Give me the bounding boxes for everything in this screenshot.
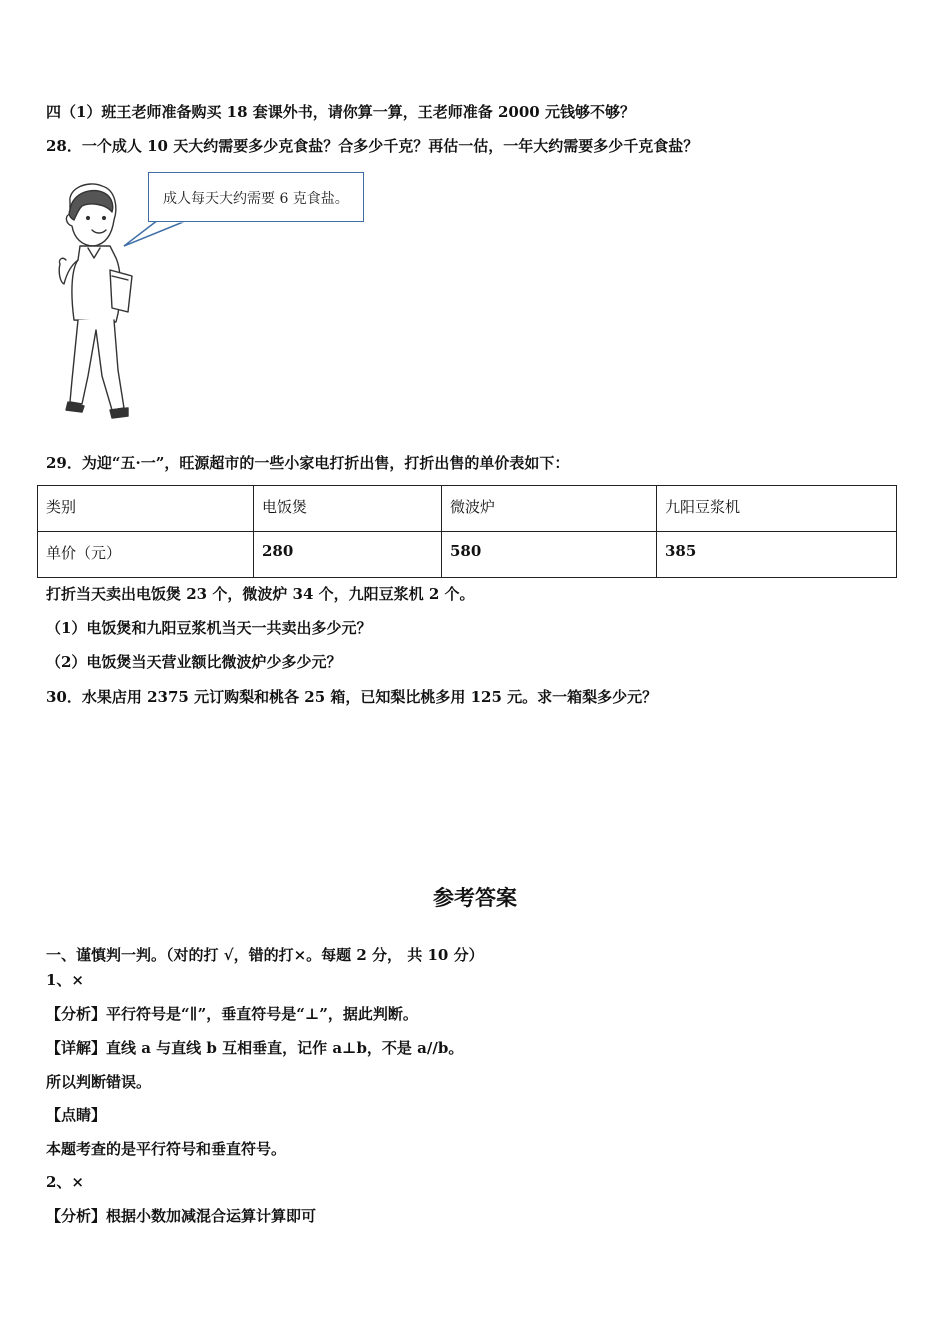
table-cell: 单价（元） [38,532,254,578]
answer-1-label: 1、× [46,971,85,989]
question-29-sub1: （1）电饭煲和九阳豆浆机当天一共卖出多少元？ [46,619,372,637]
answer-2-analysis: 【分析】根据小数加减混合运算计算即可 [46,1207,317,1225]
table-cell: 385 [657,532,897,578]
teacher-illustration [48,180,158,425]
bubble-tail [118,218,198,250]
question-29-sub2: （2）电饭煲当天营业额比微波炉少多少元？ [46,653,342,671]
table-cell: 电饭煲 [254,486,442,532]
answer-section-1: 一、谨慎判一判。（对的打 √，错的打×。每题 2 分， 共 10 分） [46,946,484,964]
question-29-text: 打折当天卖出电饭煲 23 个，微波炉 34 个，九阳豆浆机 2 个。 [46,585,475,603]
question-28: 28．一个成人 10 天大约需要多少克食盐？合多少千克？再估一估，一年大约需要多少千克食盐？ [46,137,699,155]
table-cell: 类别 [38,486,254,532]
answer-1-detail: 【详解】直线 a 与直线 b 互相垂直，记作 a⊥b，不是 a//b。 [46,1039,464,1057]
question-27-tail: 四（1）班王老师准备购买 18 套课外书，请你算一算，王老师准备 2000 元钱够不够？ [46,103,635,121]
table-cell: 580 [442,532,657,578]
answer-1-comment: 本题考查的是平行符号和垂直符号。 [46,1140,287,1158]
table-row [38,486,897,532]
answer-1-analysis: 【分析】平行符号是“∥”，垂直符号是“⊥”，据此判断。 [46,1005,418,1023]
table-row [38,532,897,578]
answer-2-label: 2、× [46,1173,85,1191]
table-cell: 280 [254,532,442,578]
price-table [37,485,897,578]
answer-1-comment-label: 【点睛】 [46,1106,107,1124]
answer-1-conclusion: 所以判断错误。 [46,1073,152,1091]
answers-title: 参考答案 [433,886,517,910]
question-30: 30．水果店用 2375 元订购梨和桃各 25 箱，已知梨比桃多用 125 元。求一箱梨多少元？ [46,688,658,706]
table-cell: 微波炉 [442,486,657,532]
speech-bubble: 成人每天大约需要 6 克食盐。 [148,172,364,222]
question-29: 29．为迎“五·一”，旺源超市的一些小家电打折出售，打折出售的单价表如下： [46,454,570,472]
table-cell: 九阳豆浆机 [657,486,897,532]
